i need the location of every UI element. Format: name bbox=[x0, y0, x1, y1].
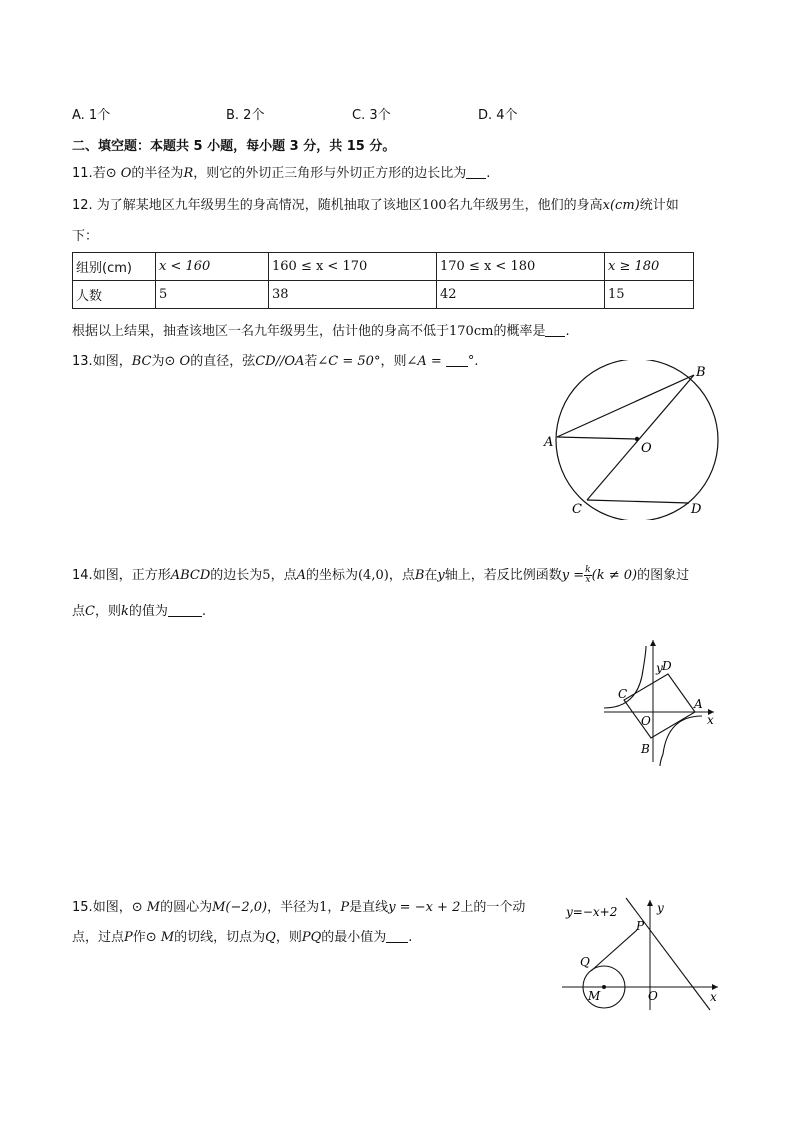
table-cell: 5 bbox=[156, 281, 269, 309]
q13-o: O bbox=[179, 354, 191, 369]
q12-text: . bbox=[565, 324, 570, 339]
q15-center: M(−2,0) bbox=[212, 900, 268, 915]
q14-text: 如图，正方形 bbox=[92, 568, 171, 583]
q15-m: M bbox=[146, 900, 161, 915]
q14-abcd: ABCD bbox=[170, 568, 211, 583]
q12-text: 根据以上结果，抽查该地区一名九年级男生，估计他的身高不低于 bbox=[72, 324, 450, 339]
table-cell: 人数 bbox=[73, 281, 156, 309]
q13-text: 如图， bbox=[92, 354, 132, 369]
question-13 bbox=[72, 352, 479, 372]
q11-o: O bbox=[120, 166, 132, 181]
q14-function: y = bbox=[561, 568, 585, 583]
answer-blank bbox=[168, 603, 202, 617]
q11-number: 11. bbox=[72, 166, 93, 181]
y-axis-arrow-icon bbox=[650, 640, 656, 646]
q15-tangent-figure bbox=[560, 894, 730, 1018]
frequency-table bbox=[72, 252, 694, 309]
q15-number: 15. bbox=[72, 900, 93, 915]
question-12-line1 bbox=[72, 196, 679, 216]
table-cell: 组别(cm) bbox=[73, 253, 156, 281]
q15-text: . bbox=[408, 930, 413, 945]
q14-k: k bbox=[120, 604, 129, 619]
label-o: O bbox=[641, 441, 652, 456]
label-a: A bbox=[544, 435, 554, 450]
q15-q: Q bbox=[265, 930, 276, 945]
label-y: y bbox=[657, 901, 664, 915]
q11-r: R bbox=[183, 166, 194, 181]
fraction-denominator: x bbox=[585, 575, 591, 585]
q13-circle-figure bbox=[540, 360, 730, 520]
answer-blank bbox=[545, 323, 565, 337]
q14-b: B bbox=[414, 568, 425, 583]
q11-text: 的半径为 bbox=[131, 166, 184, 181]
q15-m: M bbox=[160, 930, 175, 945]
fraction-numerator: k bbox=[585, 565, 591, 575]
center-m bbox=[602, 985, 606, 989]
q15-text: 点，过点 bbox=[72, 930, 125, 945]
answer-blank bbox=[466, 165, 486, 179]
q10-option-b: B. 2个 bbox=[226, 108, 265, 123]
q14-text: ，则 bbox=[94, 604, 121, 619]
q12-number: 100 bbox=[421, 198, 447, 213]
question-14-line2 bbox=[72, 602, 206, 622]
q13-text: ，则 bbox=[380, 354, 407, 369]
circle-symbol: ⊙ bbox=[164, 354, 176, 369]
q10-option-c: C. 3个 bbox=[352, 108, 391, 123]
q12-text: 12. 为了解某地区九年级男生的身高情况，随机抽取了该地区 bbox=[72, 198, 422, 213]
circle-symbol: ⊙ bbox=[105, 166, 117, 181]
label-q: Q bbox=[580, 955, 590, 969]
q10-option-d: D. 4个 bbox=[478, 108, 518, 123]
q15-pq: PQ bbox=[301, 930, 322, 945]
q14-c: C bbox=[85, 604, 95, 619]
table-row bbox=[73, 253, 694, 281]
label-m: M bbox=[588, 989, 601, 1003]
q10-option-a: A. 1个 bbox=[72, 108, 111, 123]
q15-radius: 1 bbox=[319, 900, 328, 915]
q15-text: ， bbox=[327, 900, 341, 915]
table-cell: 38 bbox=[269, 281, 437, 309]
line-y-neg-x-plus-2 bbox=[626, 898, 710, 1010]
label-c: C bbox=[618, 687, 628, 701]
q15-line-equation: y = −x + 2 bbox=[388, 900, 461, 915]
q14-text: 点 bbox=[72, 604, 86, 619]
label-p: P bbox=[636, 919, 645, 933]
q15-text: 作 bbox=[132, 930, 146, 945]
q15-text: 如图， bbox=[92, 900, 132, 915]
square-abcd bbox=[624, 674, 695, 738]
q14-side: 5 bbox=[262, 568, 271, 583]
q14-text: 在 bbox=[424, 568, 438, 583]
q14-coordinate: (4,0) bbox=[357, 568, 389, 583]
q14-text: 的坐标为 bbox=[305, 568, 358, 583]
answer-blank bbox=[446, 353, 468, 367]
q12-height: 170cm bbox=[449, 324, 494, 339]
q14-text: . bbox=[201, 604, 207, 619]
question-15-line2 bbox=[72, 928, 412, 948]
table-cell: x ≥ 180 bbox=[605, 253, 694, 281]
table-cell: 15 bbox=[605, 281, 694, 309]
table-cell: 160 ≤ x < 170 bbox=[269, 253, 437, 281]
y-axis-arrow-icon bbox=[647, 900, 653, 906]
q15-text: 的切线，切点为 bbox=[174, 930, 266, 945]
table-cell: x < 160 bbox=[156, 253, 269, 281]
segment-ao bbox=[557, 437, 637, 439]
q15-p: P bbox=[124, 930, 133, 945]
q14-condition: (k ≠ 0) bbox=[591, 568, 638, 583]
q15-text: 上的一个动 bbox=[460, 900, 526, 915]
q11-text: ，则它的外切正三角形与外切正方形的边长比为 bbox=[193, 166, 467, 181]
q14-text: ，点 bbox=[388, 568, 415, 583]
circle-symbol: ⊙ bbox=[145, 930, 157, 945]
q13-bc: BC bbox=[131, 354, 152, 369]
q15-p: P bbox=[340, 900, 350, 915]
label-y: y bbox=[656, 661, 663, 675]
chord-cd bbox=[587, 500, 689, 503]
table-cell: 170 ≤ x < 180 bbox=[437, 253, 605, 281]
section-heading: 二、填空题：本题共 5 小题，每小题 3 分，共 15 分。 bbox=[72, 139, 396, 154]
question-12-line2: 下： bbox=[72, 229, 99, 244]
q13-text: 的直径，弦 bbox=[190, 354, 256, 369]
circle-symbol: ⊙ bbox=[131, 900, 143, 915]
q12-text: 名九年级男生，他们的身高 bbox=[446, 198, 603, 213]
label-b: B bbox=[696, 365, 706, 380]
q13-text: °. bbox=[467, 354, 479, 369]
tangent-pq bbox=[591, 930, 637, 971]
q11-text: 若 bbox=[92, 166, 106, 181]
q13-text: 若 bbox=[304, 354, 318, 369]
q14-square-hyperbola-figure bbox=[598, 632, 728, 767]
answer-blank bbox=[386, 929, 408, 943]
question-12-conclusion bbox=[72, 322, 570, 342]
q13-parallel: CD//OA bbox=[255, 354, 305, 369]
q11-text: . bbox=[486, 166, 491, 181]
table-row bbox=[73, 281, 694, 309]
q13-text: 为 bbox=[151, 354, 165, 369]
q15-text: 的圆心为 bbox=[160, 900, 213, 915]
q14-text: 的边长为 bbox=[210, 568, 263, 583]
fraction-k-over-x bbox=[584, 566, 591, 585]
label-d: D bbox=[662, 659, 672, 673]
q13-angle-c: ∠C = 50° bbox=[317, 354, 381, 369]
q14-text: 的值为 bbox=[128, 604, 168, 619]
q14-text: 轴上，若反比例函数 bbox=[444, 568, 562, 583]
label-line-equation: y=−x+2 bbox=[566, 905, 618, 919]
q15-text: 的最小值为 bbox=[321, 930, 387, 945]
q14-text: 的图象过 bbox=[637, 568, 690, 583]
q13-number: 13. bbox=[72, 354, 93, 369]
label-x: x bbox=[710, 990, 717, 1004]
q15-text: 是直线 bbox=[349, 900, 389, 915]
q14-number: 14. bbox=[72, 568, 93, 583]
label-d: D bbox=[691, 502, 702, 517]
q15-text: ，半径为 bbox=[267, 900, 320, 915]
hyperbola-branch-lower-right bbox=[660, 716, 702, 766]
q14-text: ，点 bbox=[270, 568, 297, 583]
label-x: x bbox=[707, 713, 714, 727]
q14-y: y bbox=[437, 568, 445, 583]
question-11 bbox=[72, 164, 490, 184]
q14-a: A bbox=[296, 568, 306, 583]
table-cell: 42 bbox=[437, 281, 605, 309]
label-b: B bbox=[641, 742, 650, 756]
center-point bbox=[635, 437, 639, 441]
label-a: A bbox=[694, 697, 703, 711]
label-o: O bbox=[648, 989, 658, 1003]
q15-text: ，则 bbox=[275, 930, 302, 945]
q13-angle-a: ∠A = bbox=[406, 354, 442, 369]
diameter-bc bbox=[587, 375, 694, 500]
label-c: C bbox=[572, 502, 582, 517]
q12-text: 的概率是 bbox=[493, 324, 546, 339]
question-15-line1 bbox=[72, 898, 525, 918]
question-14-line1 bbox=[72, 566, 689, 586]
q12-text: 统计如 bbox=[639, 198, 679, 213]
label-o: O bbox=[641, 714, 651, 728]
q12-variable: x(cm) bbox=[602, 198, 640, 213]
